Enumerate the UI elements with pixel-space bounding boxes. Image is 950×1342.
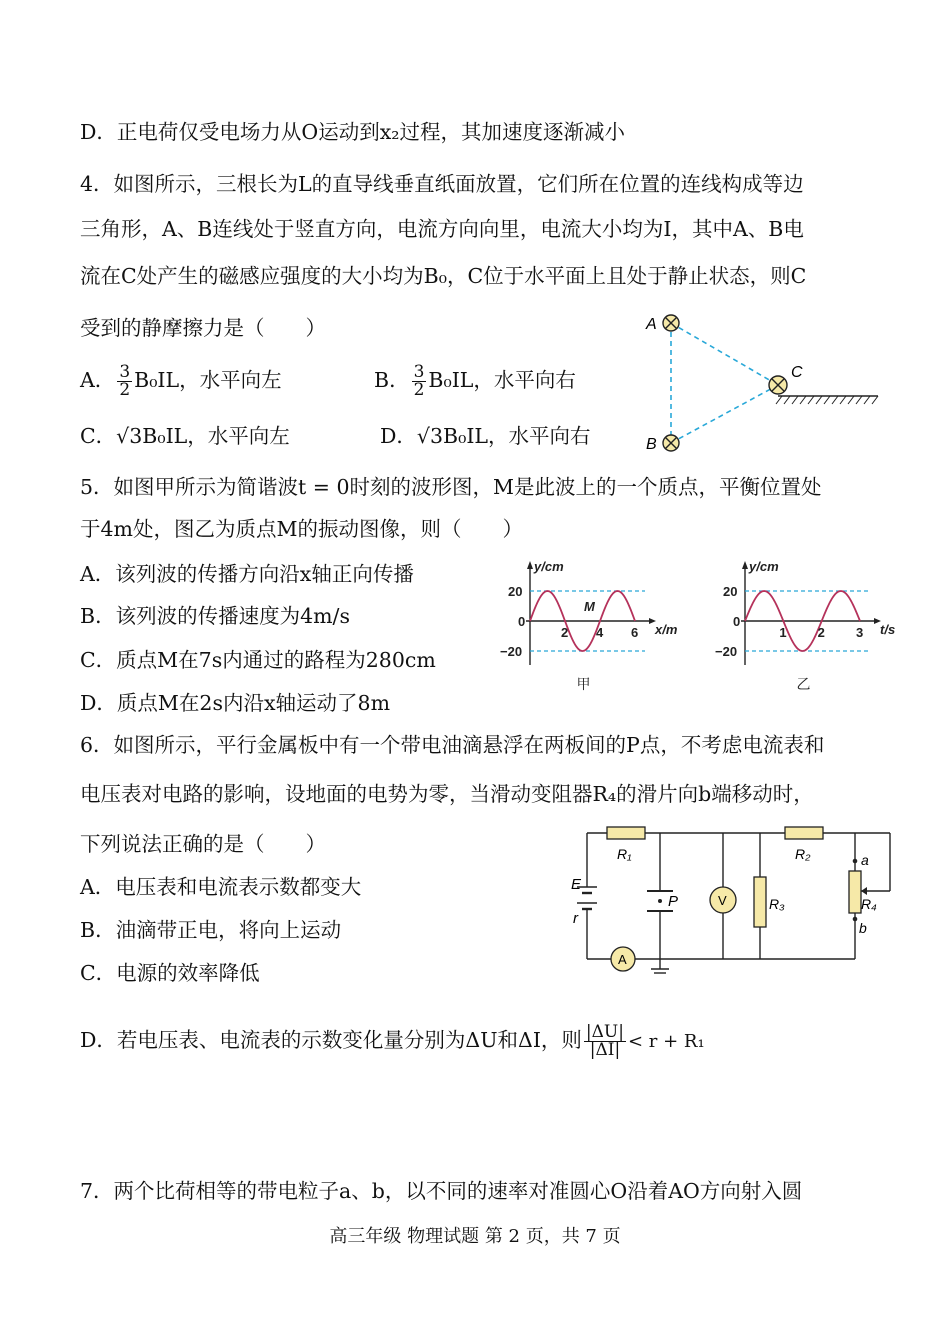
q4-option-b xyxy=(374,364,576,399)
page-footer: 高三年级 物理试题 第 2 页，共 7 页 xyxy=(329,1226,621,1247)
q6-stem-line-2: 电压表对电路的影响，设地面的电势为零，当滑动变阻器R₄的滑片向b端移动时， xyxy=(80,782,814,806)
chart-title: 甲 xyxy=(576,676,591,692)
q4-stem-line-3: 流在C处产生的磁感应强度的大小均为B₀，C位于水平面上且处于静止状态，则C xyxy=(80,264,807,288)
q5-stem-line-2: 于4m处，图乙为质点M的振动图像，则（ ） xyxy=(80,517,523,541)
resistor-r1 xyxy=(607,827,645,839)
q6-option-d-text: D．若电压表、电流表的示数变化量分别为ΔU和ΔI，则 xyxy=(80,1028,582,1052)
x-axis-label: t/s xyxy=(880,622,895,637)
y-tick-label: −20 xyxy=(500,644,523,659)
x-tick-label: 3 xyxy=(856,625,864,640)
wire-c-into-page-icon xyxy=(769,376,787,394)
point-m-label: M xyxy=(584,599,595,614)
q5-option-d: D．质点M在2s内沿x轴运动了8m xyxy=(80,691,391,715)
y-tick-label: 0 xyxy=(518,614,526,629)
q4-option-b-fraction xyxy=(412,364,427,399)
wire-a-into-page-icon xyxy=(663,315,679,331)
q6-option-d-post: < r + R₁ xyxy=(627,1031,705,1052)
label-r: r xyxy=(573,910,578,927)
y-axis-arrow xyxy=(742,561,748,569)
wire-b-into-page-icon xyxy=(663,435,679,451)
q4-stem-line-2: 三角形，A、B连线处于竖直方向，电流方向向里，电流大小均为I，其中A、B电 xyxy=(80,217,804,241)
q4-option-a xyxy=(80,364,282,399)
q7-stem-line-1: 7．两个比荷相等的带电粒子a、b，以不同的速率对准圆心O沿着AO方向射入圆 xyxy=(80,1179,803,1203)
q4-triangle-figure xyxy=(640,305,890,460)
x-tick-label: 6 xyxy=(631,625,639,640)
q6-option-c: C．电源的效率降低 xyxy=(80,961,260,985)
x-tick-label: 4 xyxy=(596,625,604,640)
slider-arrow-icon xyxy=(861,887,867,895)
q4-option-a-label: A． xyxy=(80,368,116,392)
rheostat-r4 xyxy=(849,871,861,913)
edge-ac xyxy=(671,323,778,385)
label-r4: R₄ xyxy=(861,896,877,912)
q5-wave-chart xyxy=(490,555,690,695)
label-b-terminal: b xyxy=(859,920,867,936)
q5-option-c: C．质点M在7s内通过的路程为280cm xyxy=(80,648,436,672)
terminal-a-dot xyxy=(853,859,858,864)
y-axis-label: y/cm xyxy=(534,559,564,574)
y-tick-label: 0 xyxy=(733,614,741,629)
label-r1: R₁ xyxy=(617,846,632,862)
q4-stem-line-4: 受到的静摩擦力是（ ） xyxy=(80,316,326,340)
resistor-r3 xyxy=(754,877,766,927)
oil-drop-point xyxy=(658,899,662,903)
y-axis-arrow xyxy=(527,561,533,569)
y-tick-label: 20 xyxy=(723,584,738,599)
q4-option-b-label: B． xyxy=(374,368,410,392)
q5-option-b: B．该列波的传播速度为4m/s xyxy=(80,604,350,628)
q6-circuit-diagram xyxy=(565,825,895,975)
x-tick-label: 1 xyxy=(779,625,787,640)
label-r2: R₂ xyxy=(795,846,811,862)
x-tick-label: 2 xyxy=(817,625,825,640)
ground-hatch xyxy=(776,396,878,404)
chart-title: 乙 xyxy=(796,676,811,692)
q4-option-c: C．√3B₀IL，水平向左 xyxy=(80,424,290,448)
label-a-terminal: a xyxy=(861,852,869,868)
q4-option-a-den: 2 xyxy=(119,380,131,400)
q6-option-b: B．油滴带正电，将向上运动 xyxy=(80,918,342,942)
q6-option-d-den: |ΔI| xyxy=(589,1040,621,1060)
q6-option-a: A．电压表和电流表示数都变大 xyxy=(80,875,362,899)
y-tick-label: −20 xyxy=(715,644,738,659)
q4-option-b-num: 3 xyxy=(413,362,425,382)
q4-option-a-text: B₀IL，水平向左 xyxy=(134,368,282,392)
label-c: C xyxy=(791,364,803,381)
q5-stem-line-1: 5．如图甲所示为简谐波t = 0时刻的波形图，M是此波上的一个质点，平衡位置处 xyxy=(80,475,822,499)
q3-option-d: D．正电荷仅受电场力从O运动到x₂过程，其加速度逐渐减小 xyxy=(80,120,626,144)
q4-option-a-fraction xyxy=(117,364,132,399)
q4-option-b-text: B₀IL，水平向右 xyxy=(428,368,576,392)
q6-option-d-num: |ΔU| xyxy=(585,1022,624,1042)
label-r3: R₃ xyxy=(769,896,785,912)
q4-option-b-den: 2 xyxy=(413,380,425,400)
q4-option-d: D．√3B₀IL，水平向右 xyxy=(380,424,591,448)
resistor-r2 xyxy=(785,827,823,839)
label-ammeter: A xyxy=(618,952,627,967)
q6-option-d xyxy=(80,1024,705,1059)
terminal-b-dot xyxy=(853,917,858,922)
label-p: P xyxy=(668,893,679,910)
label-v: V xyxy=(718,893,727,908)
label-b: B xyxy=(646,436,657,453)
x-tick-label: 2 xyxy=(561,625,569,640)
label-a: A xyxy=(646,316,657,333)
q6-option-d-fraction xyxy=(584,1024,626,1059)
y-axis-label: y/cm xyxy=(749,559,779,574)
label-e: E xyxy=(571,876,582,893)
x-axis-label: x/m xyxy=(655,622,678,637)
y-tick-label: 20 xyxy=(508,584,523,599)
q6-stem-line-3: 下列说法正确的是（ ） xyxy=(80,832,326,856)
q5-vibration-chart xyxy=(705,555,895,695)
q4-option-a-num: 3 xyxy=(119,362,131,382)
edge-bc xyxy=(671,385,778,443)
q6-stem-line-1: 6．如图所示，平行金属板中有一个带电油滴悬浮在两板间的P点，不考虑电流表和 xyxy=(80,733,825,757)
q4-stem-line-1: 4．如图所示，三根长为L的直导线垂直纸面放置，它们所在位置的连线构成等边 xyxy=(80,172,804,196)
q5-option-a: A．该列波的传播方向沿x轴正向传播 xyxy=(80,562,414,586)
